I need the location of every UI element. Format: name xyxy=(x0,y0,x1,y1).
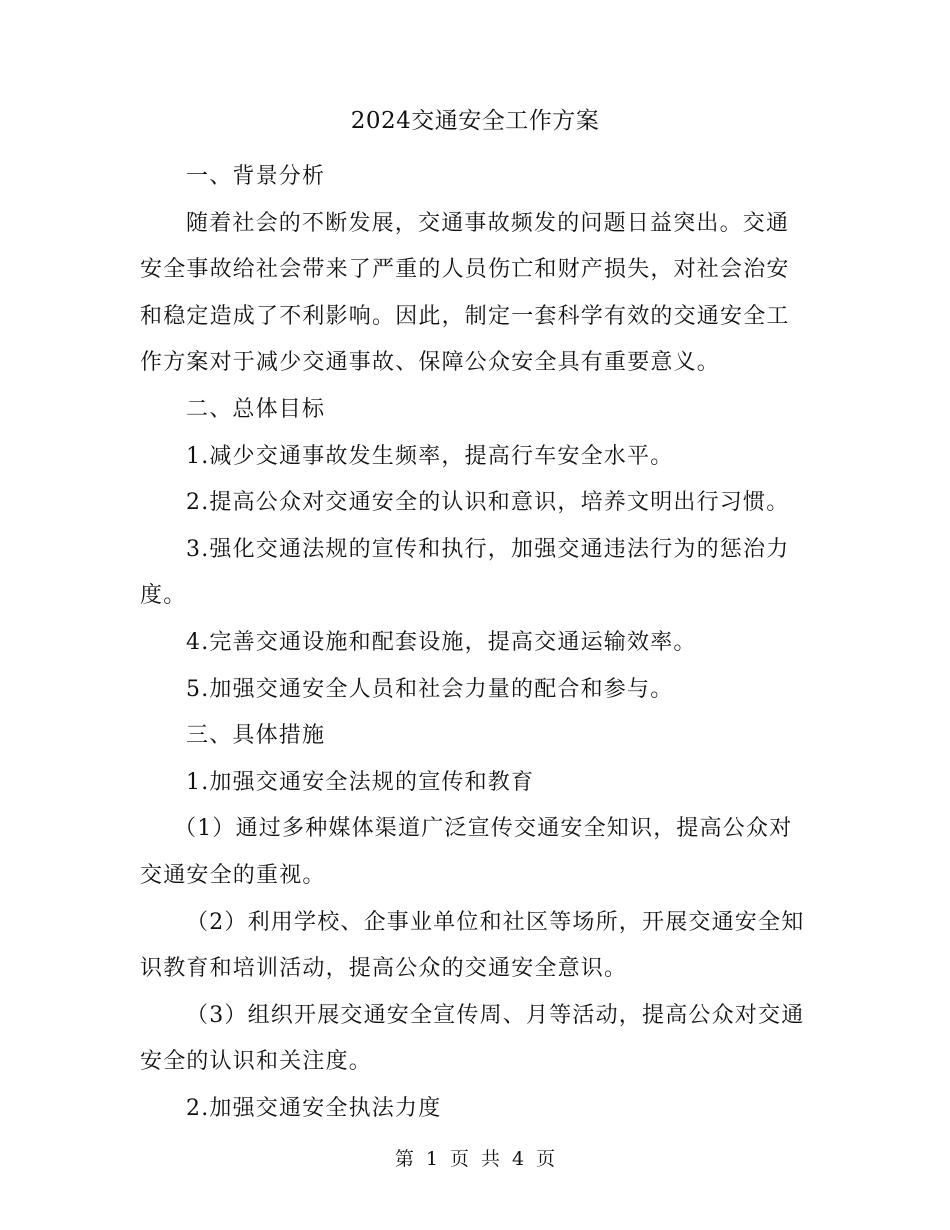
body-paragraph: 随着社会的不断发展，交通事故频发的问题日益突出。交通安全事故给社会带来了严重的人员伤亡和财产损失，对社会治安和稳定造成了不利影响。因此，制定一套科学有效的交通安全工作方案对于减少交通事故、保障公众安全具有重要意义。 xyxy=(140,210,790,376)
document-title: 2024交通安全工作方案 xyxy=(350,108,600,134)
subsection-heading: 1.加强交通安全法规的宣传和教育 xyxy=(186,769,535,795)
list-item: 3.强化交通法规的宣传和执行，加强交通违法行为的惩治力度。 xyxy=(140,536,790,609)
sub-list-item: （3）组织开展交通安全宣传周、月等活动，提高公众对交通安全的认识和关注度。 xyxy=(140,1002,805,1075)
subsection-heading: 2.加强交通安全执法力度 xyxy=(186,1095,442,1121)
section-heading: 三、具体措施 xyxy=(186,723,326,749)
page-footer: 第 1 页 共 4 页 xyxy=(394,1148,556,1170)
list-item: 5.加强交通安全人员和社会力量的配合和参与。 xyxy=(186,676,674,702)
list-item: 1.减少交通事故发生频率，提高行车安全水平。 xyxy=(186,443,674,469)
sub-list-item: （2）利用学校、企事业单位和社区等场所，开展交通安全知识教育和培训活动，提高公众的交通安全意识。 xyxy=(140,909,805,982)
list-item: 2.提高公众对交通安全的认识和意识，培养文明出行习惯。 xyxy=(186,490,790,516)
sub-list-item: （1）通过多种媒体渠道广泛宣传交通安全知识，提高公众对交通安全的重视。 xyxy=(140,816,793,888)
section-heading: 二、总体目标 xyxy=(186,396,326,422)
document-body xyxy=(140,154,810,1132)
list-item: 4.完善交通设施和配套设施，提高交通运输效率。 xyxy=(186,629,697,655)
section-heading: 一、背景分析 xyxy=(186,164,326,189)
